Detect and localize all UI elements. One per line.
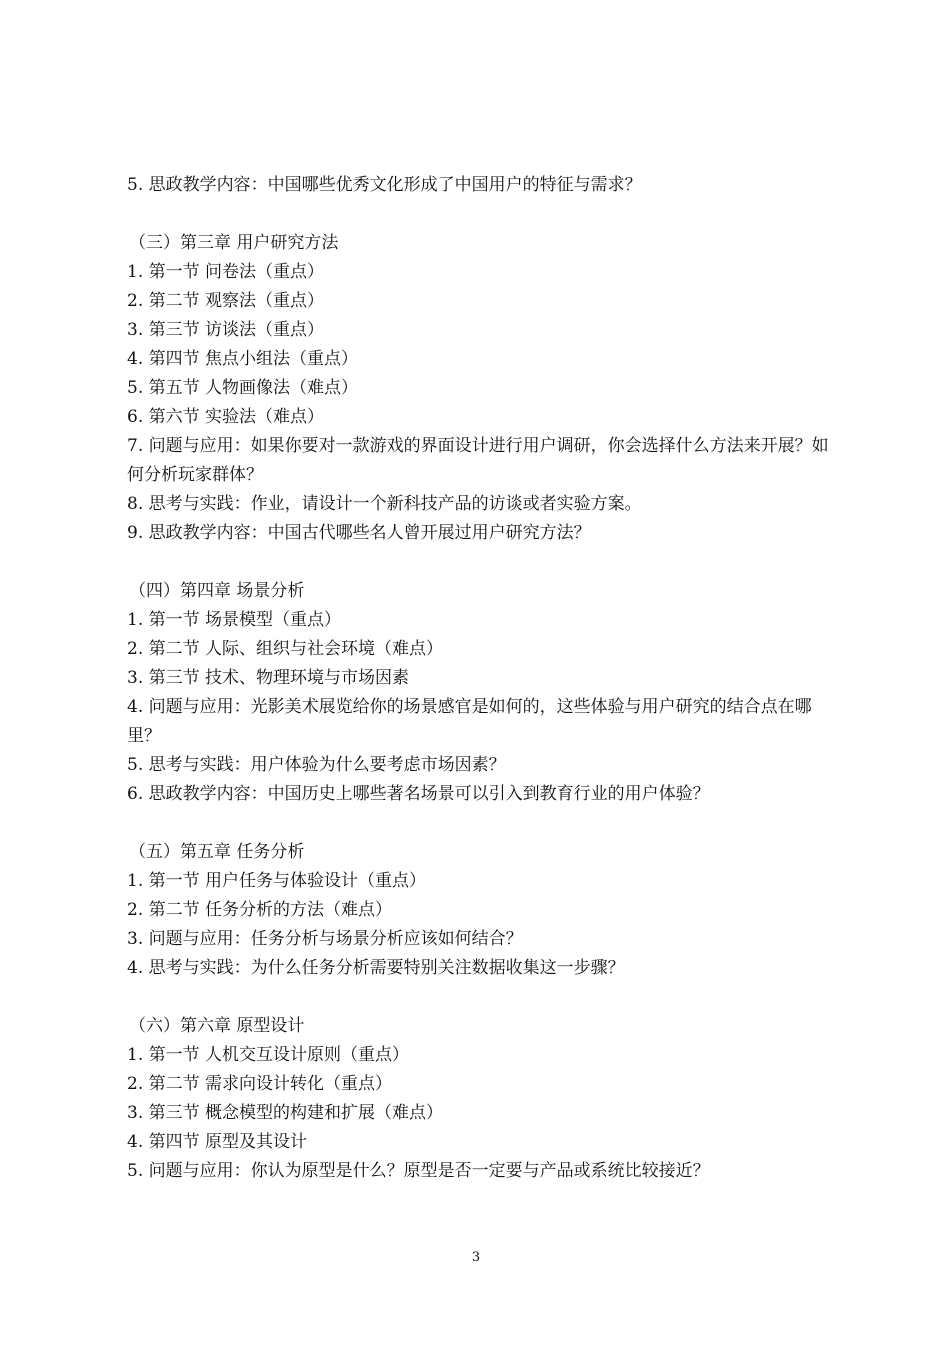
- chapter-4-item-5: 5. 思考与实践：用户体验为什么要考虑市场因素？: [127, 755, 506, 775]
- chapter-3-item-8: 8. 思考与实践：作业，请设计一个新科技产品的访谈或者实验方案。: [127, 494, 642, 514]
- section-gap: [127, 983, 839, 1012]
- chapter-5-heading: （五）第五章 任务分析: [129, 842, 305, 862]
- chapter-3-item-9: 9. 思政教学内容：中国古代哪些名人曾开展过用户研究方法？: [127, 523, 591, 543]
- chapter-6-heading: （六）第六章 原型设计: [129, 1016, 305, 1036]
- chapter-4-item-6: 6. 思政教学内容：中国历史上哪些著名场景可以引入到教育行业的用户体验？: [127, 784, 710, 804]
- chapter-6-section: [127, 1012, 839, 1186]
- chapter-3-heading: （三）第三章 用户研究方法: [129, 233, 339, 253]
- chapter-3-item-6: 6. 第六节 实验法（难点）: [127, 407, 325, 427]
- page-body: [127, 171, 839, 1186]
- chapter-3-item-1: 1. 第一节 问卷法（重点）: [127, 262, 325, 282]
- section-gap: [127, 809, 839, 838]
- chapter-3-item-5: 5. 第五节 人物画像法（难点）: [127, 378, 359, 398]
- chapter-6-item-5: 5. 问题与应用：你认为原型是什么？原型是否一定要与产品或系统比较接近？: [127, 1161, 710, 1181]
- page-number: 3: [471, 1250, 481, 1265]
- intro-item-5: 5. 思政教学内容：中国哪些优秀文化形成了中国用户的特征与需求？: [127, 175, 642, 195]
- chapter-4-section: [127, 577, 839, 809]
- chapter-4-heading: （四）第四章 场景分析: [129, 581, 305, 601]
- section-gap: [127, 200, 839, 229]
- section-gap: [127, 548, 839, 577]
- chapter-4-item-3: 3. 第三节 技术、物理环境与市场因素: [127, 668, 410, 688]
- chapter-3-item-2: 2. 第二节 观察法（重点）: [127, 291, 325, 311]
- chapter-3-section: [127, 229, 839, 548]
- chapter-6-item-2: 2. 第二节 需求向设计转化（重点）: [127, 1074, 393, 1094]
- chapter-5-item-1: 1. 第一节 用户任务与体验设计（重点）: [127, 871, 427, 891]
- chapter-6-item-1: 1. 第一节 人机交互设计原则（重点）: [127, 1045, 410, 1065]
- chapter-6-item-3: 3. 第三节 概念模型的构建和扩展（难点）: [127, 1103, 444, 1123]
- chapter-3-item-3: 3. 第三节 访谈法（重点）: [127, 320, 325, 340]
- chapter-4-item-2: 2. 第二节 人际、组织与社会环境（难点）: [127, 639, 444, 659]
- chapter-5-section: [127, 838, 839, 983]
- chapter-5-item-3: 3. 问题与应用：任务分析与场景分析应该如何结合？: [127, 929, 523, 949]
- chapter-4-item-1: 1. 第一节 场景模型（重点）: [127, 610, 342, 630]
- chapter-3-item-4: 4. 第四节 焦点小组法（重点）: [127, 349, 359, 369]
- chapter-6-item-4: 4. 第四节 原型及其设计: [127, 1132, 308, 1152]
- chapter-5-item-4: 4. 思考与实践：为什么任务分析需要特别关注数据收集这一步骤？: [127, 958, 625, 978]
- chapter-4-item-4: 4. 问题与应用：光影美术展览给你的场景感官是如何的，这些体验与用户研究的结合点在哪里？: [127, 697, 812, 746]
- chapter-5-item-2: 2. 第二节 任务分析的方法（难点）: [127, 900, 393, 920]
- chapter-3-item-7: 7. 问题与应用：如果你要对一款游戏的界面设计进行用户调研，你会选择什么方法来开展？如何分析玩家群体？: [127, 436, 829, 485]
